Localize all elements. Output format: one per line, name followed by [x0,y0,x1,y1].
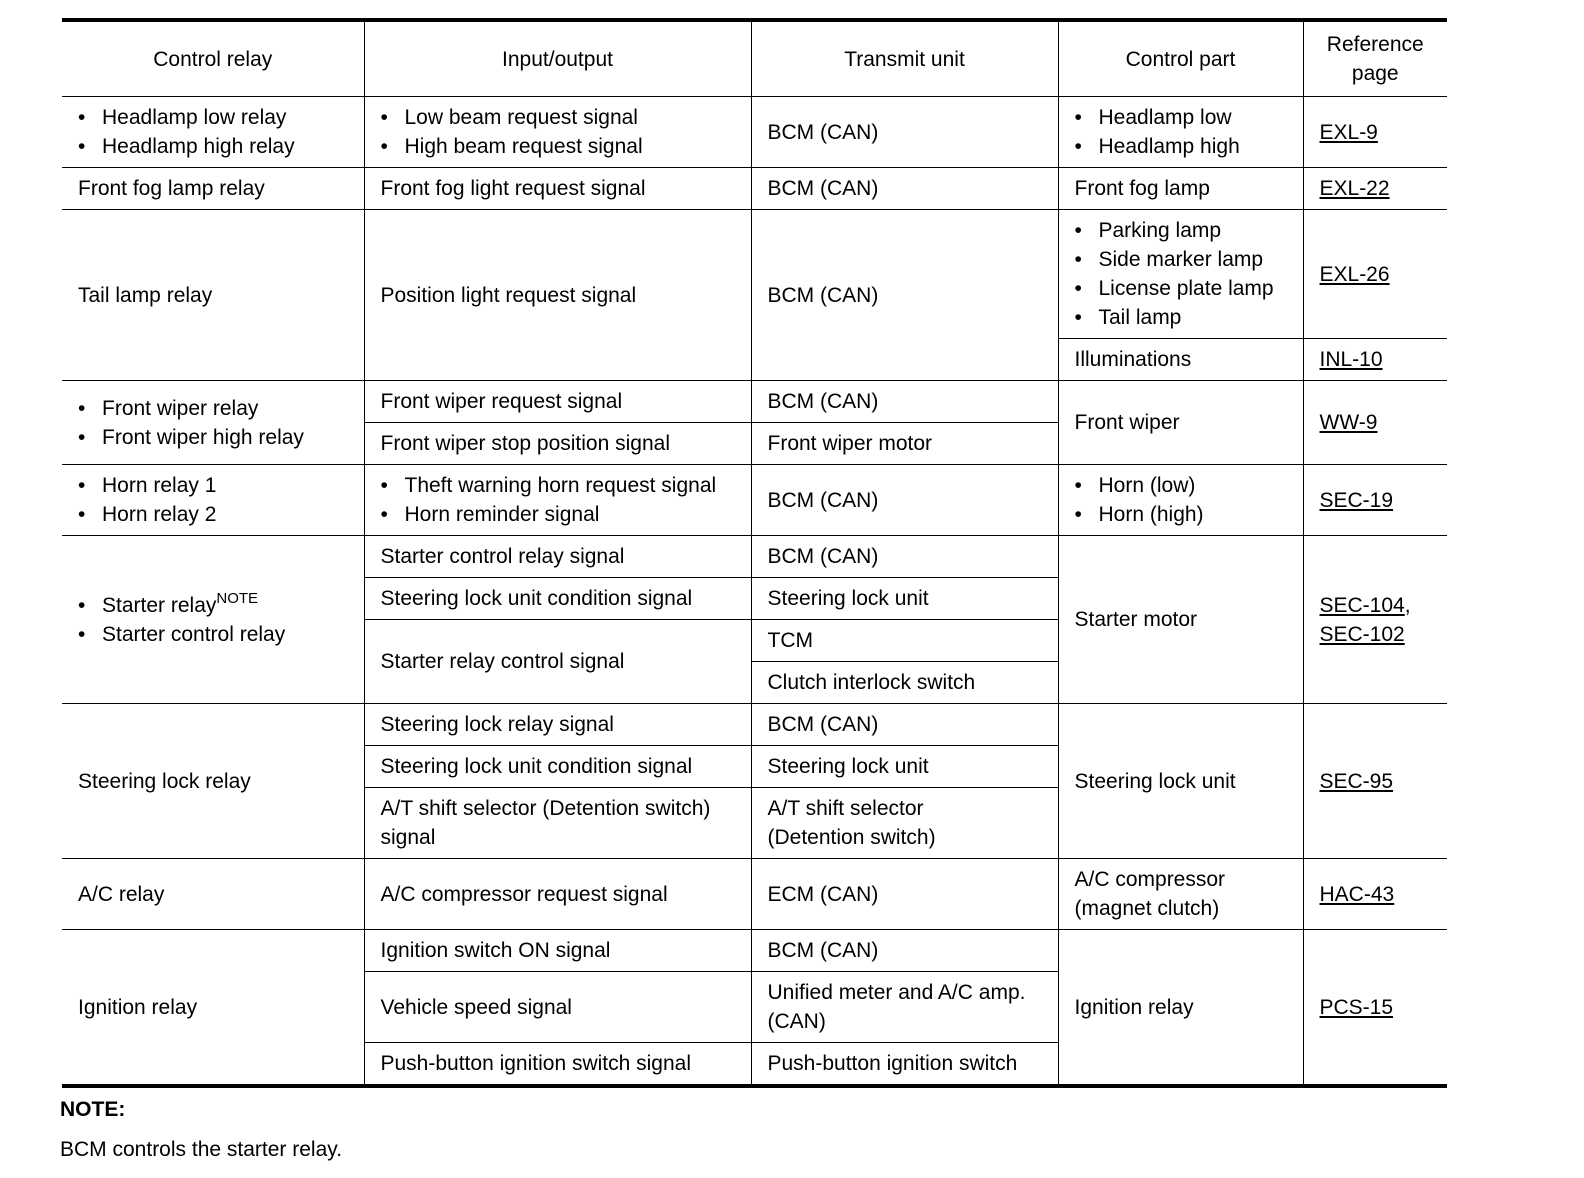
cell-control-relay [62,381,364,465]
reference-link[interactable]: HAC-43 [1319,882,1395,906]
cell-reference-page [1303,704,1447,859]
part-item: • Horn (low) [1075,471,1293,500]
cell-input-output [364,97,751,168]
cell-control-relay: Front fog lamp relay [62,168,364,210]
header-reference-line1: Reference [1326,33,1424,56]
cell-control-part: Starter motor [1058,536,1303,704]
table-row-starter [62,536,1447,578]
cell-transmit-unit: Steering lock unit [751,746,1058,788]
relay-item: • Horn relay 1 [78,471,354,500]
cell-transmit-unit: BCM (CAN) [751,536,1058,578]
table-row-front-wiper [62,381,1447,423]
cell-transmit-unit: Clutch interlock switch [751,662,1058,704]
relay-item: • Headlamp low relay [78,103,354,132]
cell-control-part: Steering lock unit [1058,704,1303,859]
cell-control-part: Ignition relay [1058,930,1303,1087]
text-line: A/T shift selector (Detention switch) [380,797,711,820]
cell-input-output: Starter control relay signal [364,536,751,578]
cell-input-output: Position light request signal [364,210,751,381]
table-row-front-fog [62,168,1447,210]
reference-link[interactable]: WW-9 [1319,411,1378,434]
cell-control-part [1058,859,1303,930]
cell-input-output [364,788,751,859]
header-control-part: Control part [1058,20,1303,97]
relay-item: • Front wiper relay [78,394,354,423]
cell-reference-page [1303,97,1447,168]
note-text: BCM controls the starter relay. [60,1138,343,1161]
cell-control-part: Front wiper [1058,381,1303,465]
text-line: A/C compressor [1074,868,1226,891]
reference-separator: , [1404,593,1411,617]
reference-link[interactable]: SEC-95 [1319,769,1394,793]
cell-control-relay: A/C relay [62,859,364,930]
cell-input-output: Steering lock relay signal [364,704,751,746]
cell-input-output: Steering lock unit condition signal [364,746,751,788]
cell-control-part: Illuminations [1058,339,1303,381]
cell-input-output: Steering lock unit condition signal [364,578,751,620]
cell-transmit-unit: BCM (CAN) [751,465,1058,536]
reference-line [1320,591,1438,620]
cell-control-relay [62,97,364,168]
cell-control-relay: Tail lamp relay [62,210,364,381]
part-item: • Side marker lamp [1075,245,1293,274]
cell-input-output: Vehicle speed signal [364,972,751,1043]
cell-control-relay [62,536,364,704]
header-reference-page [1303,20,1447,97]
table-row-ac-relay [62,859,1447,930]
cell-input-output [364,465,751,536]
header-transmit-unit: Transmit unit [751,20,1058,97]
cell-input-output: Front fog light request signal [364,168,751,210]
cell-transmit-unit: BCM (CAN) [751,930,1058,972]
cell-control-relay [62,465,364,536]
table-header-row [62,20,1447,97]
multiline-text [768,978,1054,1036]
cell-reference-page [1303,859,1447,930]
signal-item: • Horn reminder signal [381,500,747,529]
cell-transmit-unit: BCM (CAN) [751,168,1058,210]
part-item: • Tail lamp [1075,303,1293,332]
signal-item: • High beam request signal [381,132,741,161]
reference-link[interactable]: SEC-102 [1319,622,1405,646]
part-item: • Horn (high) [1075,500,1293,529]
cell-control-part: Front fog lamp [1058,168,1303,210]
cell-transmit-unit: TCM [751,620,1058,662]
cell-transmit-unit [751,788,1058,859]
reference-link[interactable]: SEC-104 [1319,593,1405,617]
cell-transmit-unit [751,972,1058,1043]
text-line: (CAN) [767,1010,826,1033]
cell-transmit-unit: ECM (CAN) [751,859,1058,930]
reference-list [1320,591,1438,649]
multiline-text [1075,865,1293,923]
cell-input-output: Front wiper request signal [364,381,751,423]
header-input-output: Input/output [364,20,751,97]
cell-input-output: Ignition switch ON signal [364,930,751,972]
cell-control-part [1058,465,1303,536]
cell-reference-page [1303,465,1447,536]
note-label: NOTE: [60,1098,126,1121]
header-reference-line2: page [1351,62,1399,85]
relay-item: • Horn relay 2 [78,500,354,529]
part-item: • Parking lamp [1075,216,1293,245]
signal-item: • Low beam request signal [381,103,741,132]
header-control-relay: Control relay [62,20,364,97]
cell-input-output: Front wiper stop position signal [364,423,751,465]
cell-control-part [1058,97,1303,168]
relay-item: • Front wiper high relay [78,423,354,452]
part-item: • Headlamp low [1075,103,1293,132]
part-item: • Headlamp high [1075,132,1293,161]
reference-link[interactable]: EXL-22 [1319,177,1390,200]
multiline-text [768,794,1048,852]
starter-relay-label: Starter relay [102,593,217,617]
cell-reference-page [1303,210,1447,339]
table-row-horn [62,465,1447,536]
reference-link[interactable]: EXL-9 [1319,120,1378,144]
cell-input-output: Push-button ignition switch signal [364,1043,751,1087]
cell-transmit-unit: Push-button ignition switch [751,1043,1058,1087]
cell-transmit-unit: Steering lock unit [751,578,1058,620]
multiline-text [381,794,747,852]
relay-table-page [62,18,1447,1088]
cell-control-relay: Steering lock relay [62,704,364,859]
cell-control-relay: Ignition relay [62,930,364,1087]
note-section [60,1096,342,1164]
part-item: • License plate lamp [1075,274,1293,303]
reference-link[interactable]: INL-10 [1319,348,1383,371]
signal-item: • Theft warning horn request signal [381,471,747,500]
cell-reference-page [1303,168,1447,210]
relay-control-table [62,18,1447,1088]
relay-item: • Headlamp high relay [78,132,354,161]
note-superscript: NOTE [216,589,259,607]
relay-item [78,591,354,620]
cell-control-part [1058,210,1303,339]
cell-reference-page [1303,381,1447,465]
cell-input-output: A/C compressor request signal [364,859,751,930]
cell-transmit-unit: Front wiper motor [751,423,1058,465]
relay-item: • Starter control relay [78,620,354,649]
table-row-steering-lock [62,704,1447,746]
text-line: signal [380,826,436,849]
table-row-tail-lamp [62,210,1447,339]
text-line: Unified meter and A/C amp. [767,981,1026,1004]
text-line: A/T shift selector [767,797,924,820]
text-line: (Detention switch) [767,826,936,849]
text-line: (magnet clutch) [1074,897,1220,920]
table-row-headlamp [62,97,1447,168]
cell-reference-page [1303,536,1447,704]
cell-transmit-unit: BCM (CAN) [751,210,1058,381]
cell-transmit-unit: BCM (CAN) [751,381,1058,423]
cell-transmit-unit: BCM (CAN) [751,97,1058,168]
cell-reference-page [1303,339,1447,381]
cell-reference-page [1303,930,1447,1087]
reference-line [1320,620,1438,649]
reference-link[interactable]: PCS-15 [1319,995,1394,1019]
reference-link[interactable]: EXL-26 [1319,262,1390,286]
cell-transmit-unit: BCM (CAN) [751,704,1058,746]
reference-link[interactable]: SEC-19 [1319,488,1394,512]
cell-input-output: Starter relay control signal [364,620,751,704]
table-row-ignition [62,930,1447,972]
